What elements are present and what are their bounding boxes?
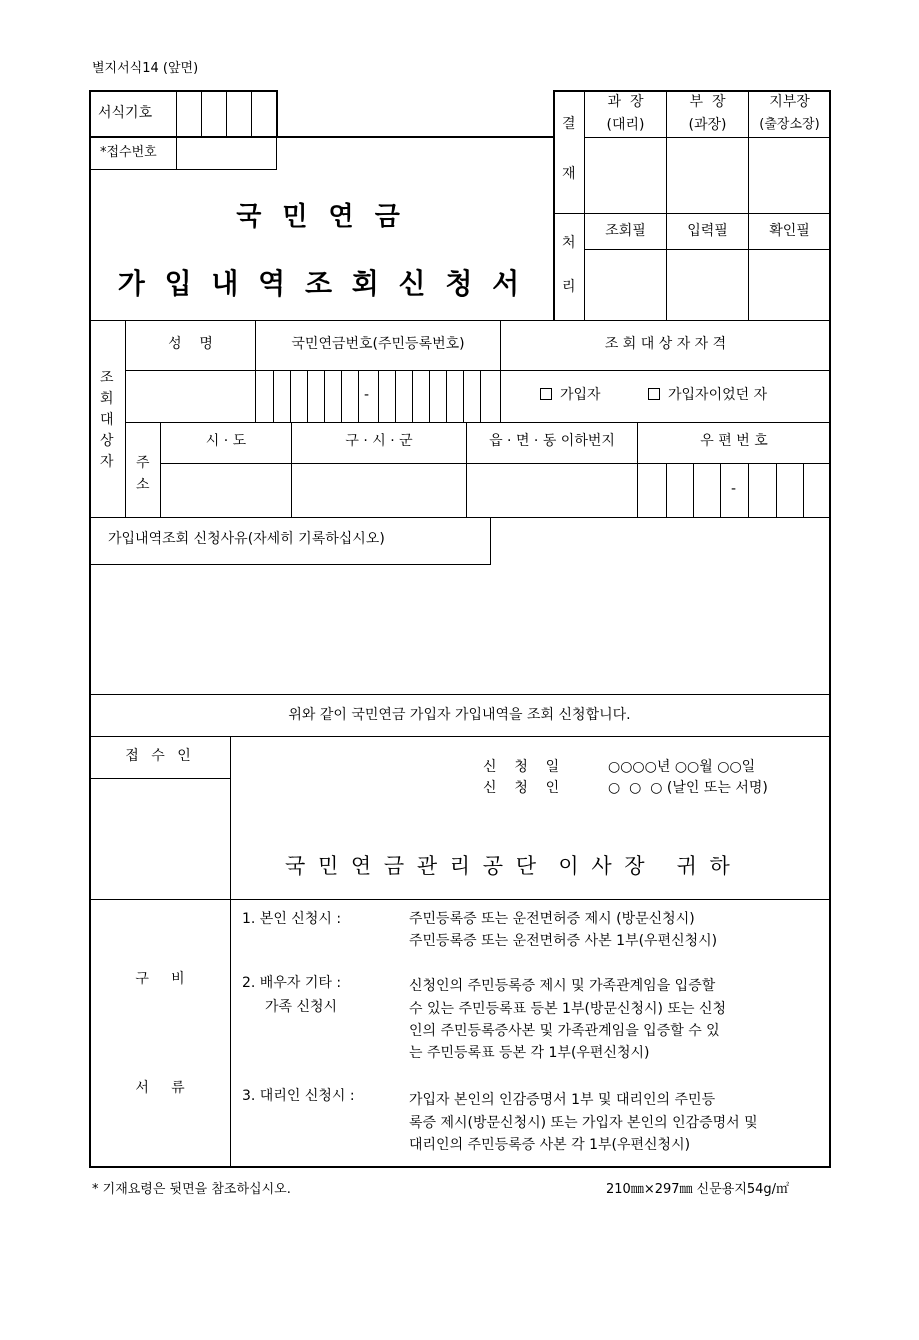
- approval-header-1-sub: (대리): [606, 117, 645, 133]
- approval-header-3-sub: (출장소장): [759, 117, 820, 132]
- doc-3-label: 3. 대리인 신청시 :: [242, 1088, 355, 1104]
- receiver-header-line: [89, 778, 231, 779]
- name-col-sep: [255, 320, 256, 422]
- process-header-2: 입력필: [687, 223, 728, 239]
- applicant-label: 신 청 인: [483, 780, 560, 796]
- reason-top-line: [89, 517, 830, 518]
- member-checkbox[interactable]: [540, 388, 552, 400]
- doc-3-line: 록증 제시(방문신청시) 또는 가입자 본인의 인감증명서 및: [409, 1115, 758, 1131]
- approval-header-2: 부 장: [689, 94, 726, 110]
- doc-1-label: 1. 본인 신청시 :: [242, 911, 342, 927]
- reason-label-bottom: [89, 564, 491, 565]
- receipt-no-bottom: [89, 169, 277, 170]
- address-header-line: [160, 463, 830, 464]
- footer-note: * 기재요령은 뒷면을 참조하십시오.: [92, 1182, 291, 1197]
- form-code-input[interactable]: [178, 92, 274, 134]
- reason-textarea[interactable]: [92, 567, 830, 695]
- approval-side-2: 재: [562, 166, 576, 182]
- process-side-2: 리: [562, 279, 576, 295]
- doc-3-line: 가입자 본인의 인감증명서 1부 및 대리인의 주민등: [409, 1092, 716, 1108]
- doc-2-label-2: 가족 신청시: [265, 999, 338, 1015]
- doc-1-line: 주민등록증 또는 운전면허증 사본 1부(우편신청시): [409, 933, 718, 949]
- opt-former-member[interactable]: [648, 388, 767, 402]
- doc-3-line: 대리인의 주민등록증 사본 각 1부(우편신청시): [409, 1137, 691, 1153]
- qualification-label: 조 회 대 상 자 자 격: [604, 336, 727, 352]
- postal-dash: -: [731, 481, 737, 497]
- approval-header-2-sub: (과장): [688, 117, 727, 133]
- process-header-line: [584, 249, 830, 250]
- form-code-sep: [176, 90, 177, 169]
- statement-text: 위와 같이 국민연금 가입자 가입내역을 조회 신청합니다.: [288, 707, 631, 723]
- frame-left: [89, 90, 91, 1167]
- receipt-no-label: *접수번호: [100, 145, 157, 160]
- process-header-3: 확인필: [769, 223, 810, 239]
- receipt-no-input[interactable]: [178, 138, 274, 168]
- address-side-char: 소: [136, 477, 150, 493]
- reason-label-right: [490, 517, 491, 564]
- postal-label: 우 편 번 호: [700, 433, 768, 449]
- statement-bottom-line: [89, 736, 830, 737]
- target-side-char: 회: [100, 391, 114, 407]
- addr-eup-label: 읍 · 면 · 동 이하번지: [489, 433, 615, 449]
- doc-1-line: 주민등록증 또는 운전면허증 제시 (방문신청시): [409, 911, 695, 927]
- address-side-char: 주: [136, 455, 150, 471]
- frame-bottom: [89, 1166, 831, 1168]
- doc-2-line: 인의 주민등록증사본 및 가족관계임을 입증할 수 있: [409, 1023, 720, 1039]
- apply-date-value[interactable]: ○○○○년 ○○월 ○○일: [608, 759, 756, 775]
- reason-bottom-line: [89, 694, 830, 695]
- docs-top-line: [89, 899, 830, 900]
- addr-gu-label: 구 · 시 · 군: [345, 433, 413, 449]
- approval-header-line: [584, 137, 830, 138]
- doc-2-label: 2. 배우자 기타 :: [242, 975, 342, 991]
- approval-sign-2[interactable]: [668, 139, 747, 212]
- name-label: 성 명: [168, 336, 213, 352]
- process-sign-2[interactable]: [668, 251, 747, 319]
- reason-label: 가입내역조회 신청사유(자세히 기록하십시오): [108, 531, 385, 547]
- receiver-stamp-area[interactable]: [92, 781, 228, 897]
- receiver-label: 접 수 인: [125, 748, 195, 764]
- left-col-sep: [230, 736, 231, 1166]
- approval-header-3: 지부장: [769, 94, 810, 110]
- opt-member-label: 가입자: [560, 387, 601, 403]
- opt-former-member-label: 가입자이었던 자: [668, 387, 768, 403]
- approval-sign-1[interactable]: [586, 139, 665, 212]
- docs-side-bottom: 서 류: [135, 1080, 185, 1096]
- apply-date-label: 신 청 일: [483, 759, 560, 775]
- approval-mid-line: [553, 213, 830, 214]
- target-side-char: 자: [100, 454, 114, 470]
- approval-sign-3[interactable]: [750, 139, 829, 212]
- process-side-1: 처: [562, 235, 576, 251]
- pension-no-label: 국민연금번호(주민등록번호): [291, 336, 465, 352]
- pension-col-sep: [500, 320, 501, 422]
- form-code-bottom: [89, 136, 553, 138]
- receipt-no-right: [276, 136, 277, 169]
- approval-left: [553, 90, 555, 320]
- target-header-line: [125, 370, 830, 371]
- opt-member[interactable]: [540, 388, 601, 402]
- addr-sido-input[interactable]: [162, 465, 290, 516]
- form-code-right: [276, 90, 278, 136]
- target-side-label: [100, 368, 114, 473]
- address-top-line: [125, 422, 830, 423]
- address-side-label: [136, 452, 150, 496]
- name-input[interactable]: [127, 372, 253, 421]
- pension-no-input[interactable]: [257, 372, 499, 421]
- form-label: 별지서식14 (앞면): [92, 61, 199, 76]
- docs-side-top: 구 비: [135, 971, 185, 987]
- addr-gu-input[interactable]: [293, 465, 465, 516]
- approval-header-1: 과 장: [607, 94, 644, 110]
- applicant-value[interactable]: ○ ○ ○ (날인 또는 서명): [608, 780, 768, 796]
- target-side-char: 대: [100, 412, 114, 428]
- title-line-1: 국 민 연 금: [236, 202, 406, 232]
- target-side-char: 상: [100, 433, 114, 449]
- former-member-checkbox[interactable]: [648, 388, 660, 400]
- footer-paper: 210㎜×297㎜ 신문용지54g/㎡: [606, 1182, 790, 1197]
- form-code-label: 서식기호: [98, 105, 153, 121]
- addressee: 국 민 연 금 관 리 공 단 이 사 장 귀 하: [285, 854, 733, 878]
- doc-2-line: 는 주민등록표 등본 각 1부(우편신청시): [409, 1045, 650, 1061]
- addr-sido-label: 시 · 도: [205, 433, 247, 449]
- postal-input[interactable]: [639, 465, 829, 516]
- process-sign-3[interactable]: [750, 251, 829, 319]
- target-side-char: 조: [100, 370, 114, 386]
- process-sign-1[interactable]: [586, 251, 665, 319]
- pension-no-dash: -: [364, 387, 370, 403]
- approval-top: [553, 90, 831, 92]
- addr-eup-input[interactable]: [468, 465, 636, 516]
- target-top-line: [89, 320, 830, 321]
- doc-2-line: 수 있는 주민등록표 등본 1부(방문신청시) 또는 신청: [409, 1001, 727, 1017]
- process-header-1: 조회필: [605, 223, 646, 239]
- doc-2-line: 신청인의 주민등록증 제시 및 가족관계임을 입증할: [409, 978, 716, 994]
- page-title: 가 입 내 역 조 회 신 청 서: [117, 267, 525, 300]
- approval-side-1: 결: [562, 116, 576, 132]
